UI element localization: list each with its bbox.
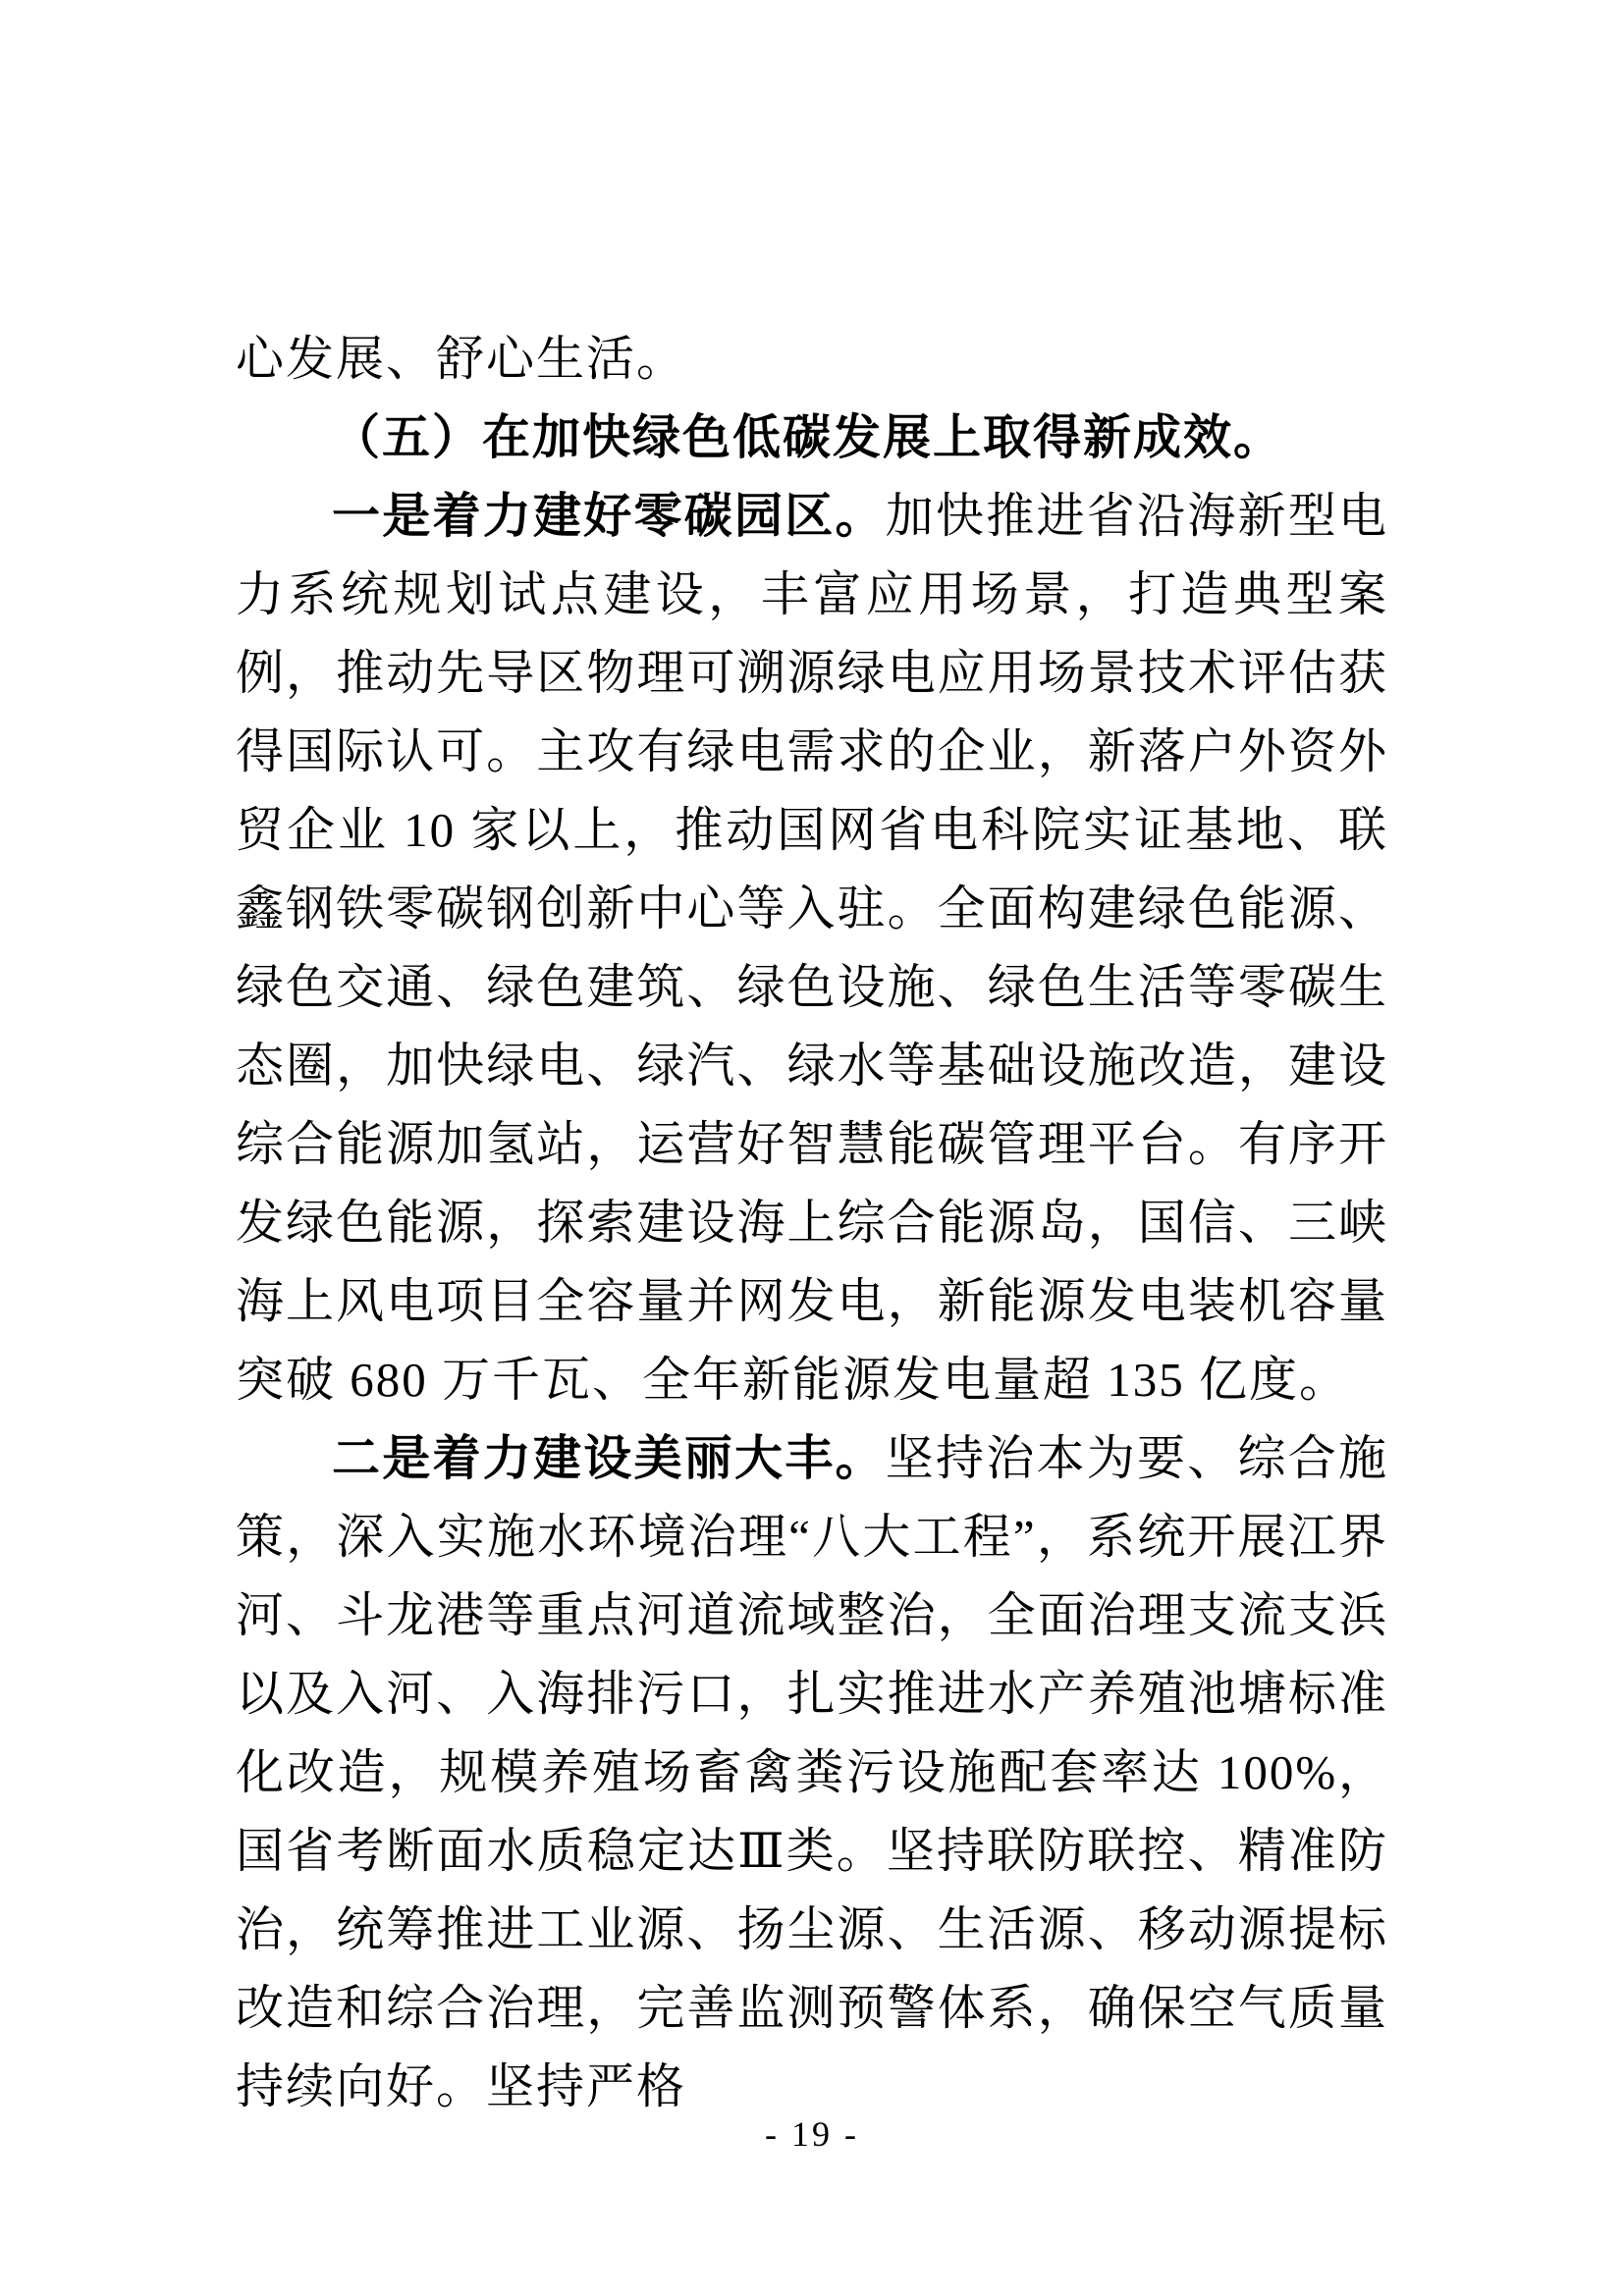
document-body (236, 320, 1388, 2126)
paragraph-first-point (236, 477, 1388, 1419)
paragraph-first-point-lead: 一是着力建好零碳园区。 (332, 489, 886, 543)
paragraph-continuation (236, 320, 1388, 399)
section-heading-text: （五）在加快绿色低碳发展上取得新成效。 (332, 411, 1284, 464)
paragraph-second-point-text: 坚持治本为要、综合施策，深入实施水环境治理“八大工程”，系统开展江界河、斗龙港等重点河道流域整治，全面治理支流支浜以及入河、入海排污口，扎实推进水产养殖池塘标准化改造，规模养殖场畜禽粪污设施配套率达 100%，国省考断面水质稳定达Ⅲ类。坚持联防联控、精准防治，统筹推进工业源、扬尘源、生活源、移动源提标改造和综合治理，完善监测预警体系，确保空气质量持续向好。坚持严格 (236, 1431, 1388, 2113)
paragraph-second-point-lead: 二是着力建设美丽大丰。 (332, 1431, 886, 1485)
paragraph-second-point (236, 1419, 1388, 2126)
section-heading (236, 399, 1388, 477)
continuation-text: 心发展、舒心生活。 (236, 332, 687, 386)
page-number: - 19 - (765, 2114, 859, 2154)
paragraph-first-point-text: 加快推进省沿海新型电力系统规划试点建设，丰富应用场景，打造典型案例，推动先导区物理可溯源绿电应用场景技术评估获得国际认可。主攻有绿电需求的企业，新落户外资外贸企业 10 家以上，推动国网省电科院实证基地、联鑫钢铁零碳钢创新中心等入驻。全面构建绿色能源、绿色交通、绿色建筑、绿色设施、绿色生活等零碳生态圈，加快绿电、绿汽、绿水等基础设施改造，建设综合能源加氢站，运营好智慧能碳管理平台。有序开发绿色能源，探索建设海上综合能源岛，国信、三峡海上风电项目全容量并网发电，新能源发电装机容量突破 680 万千瓦、全年新能源发电量超 135 亿度。 (236, 489, 1388, 1407)
